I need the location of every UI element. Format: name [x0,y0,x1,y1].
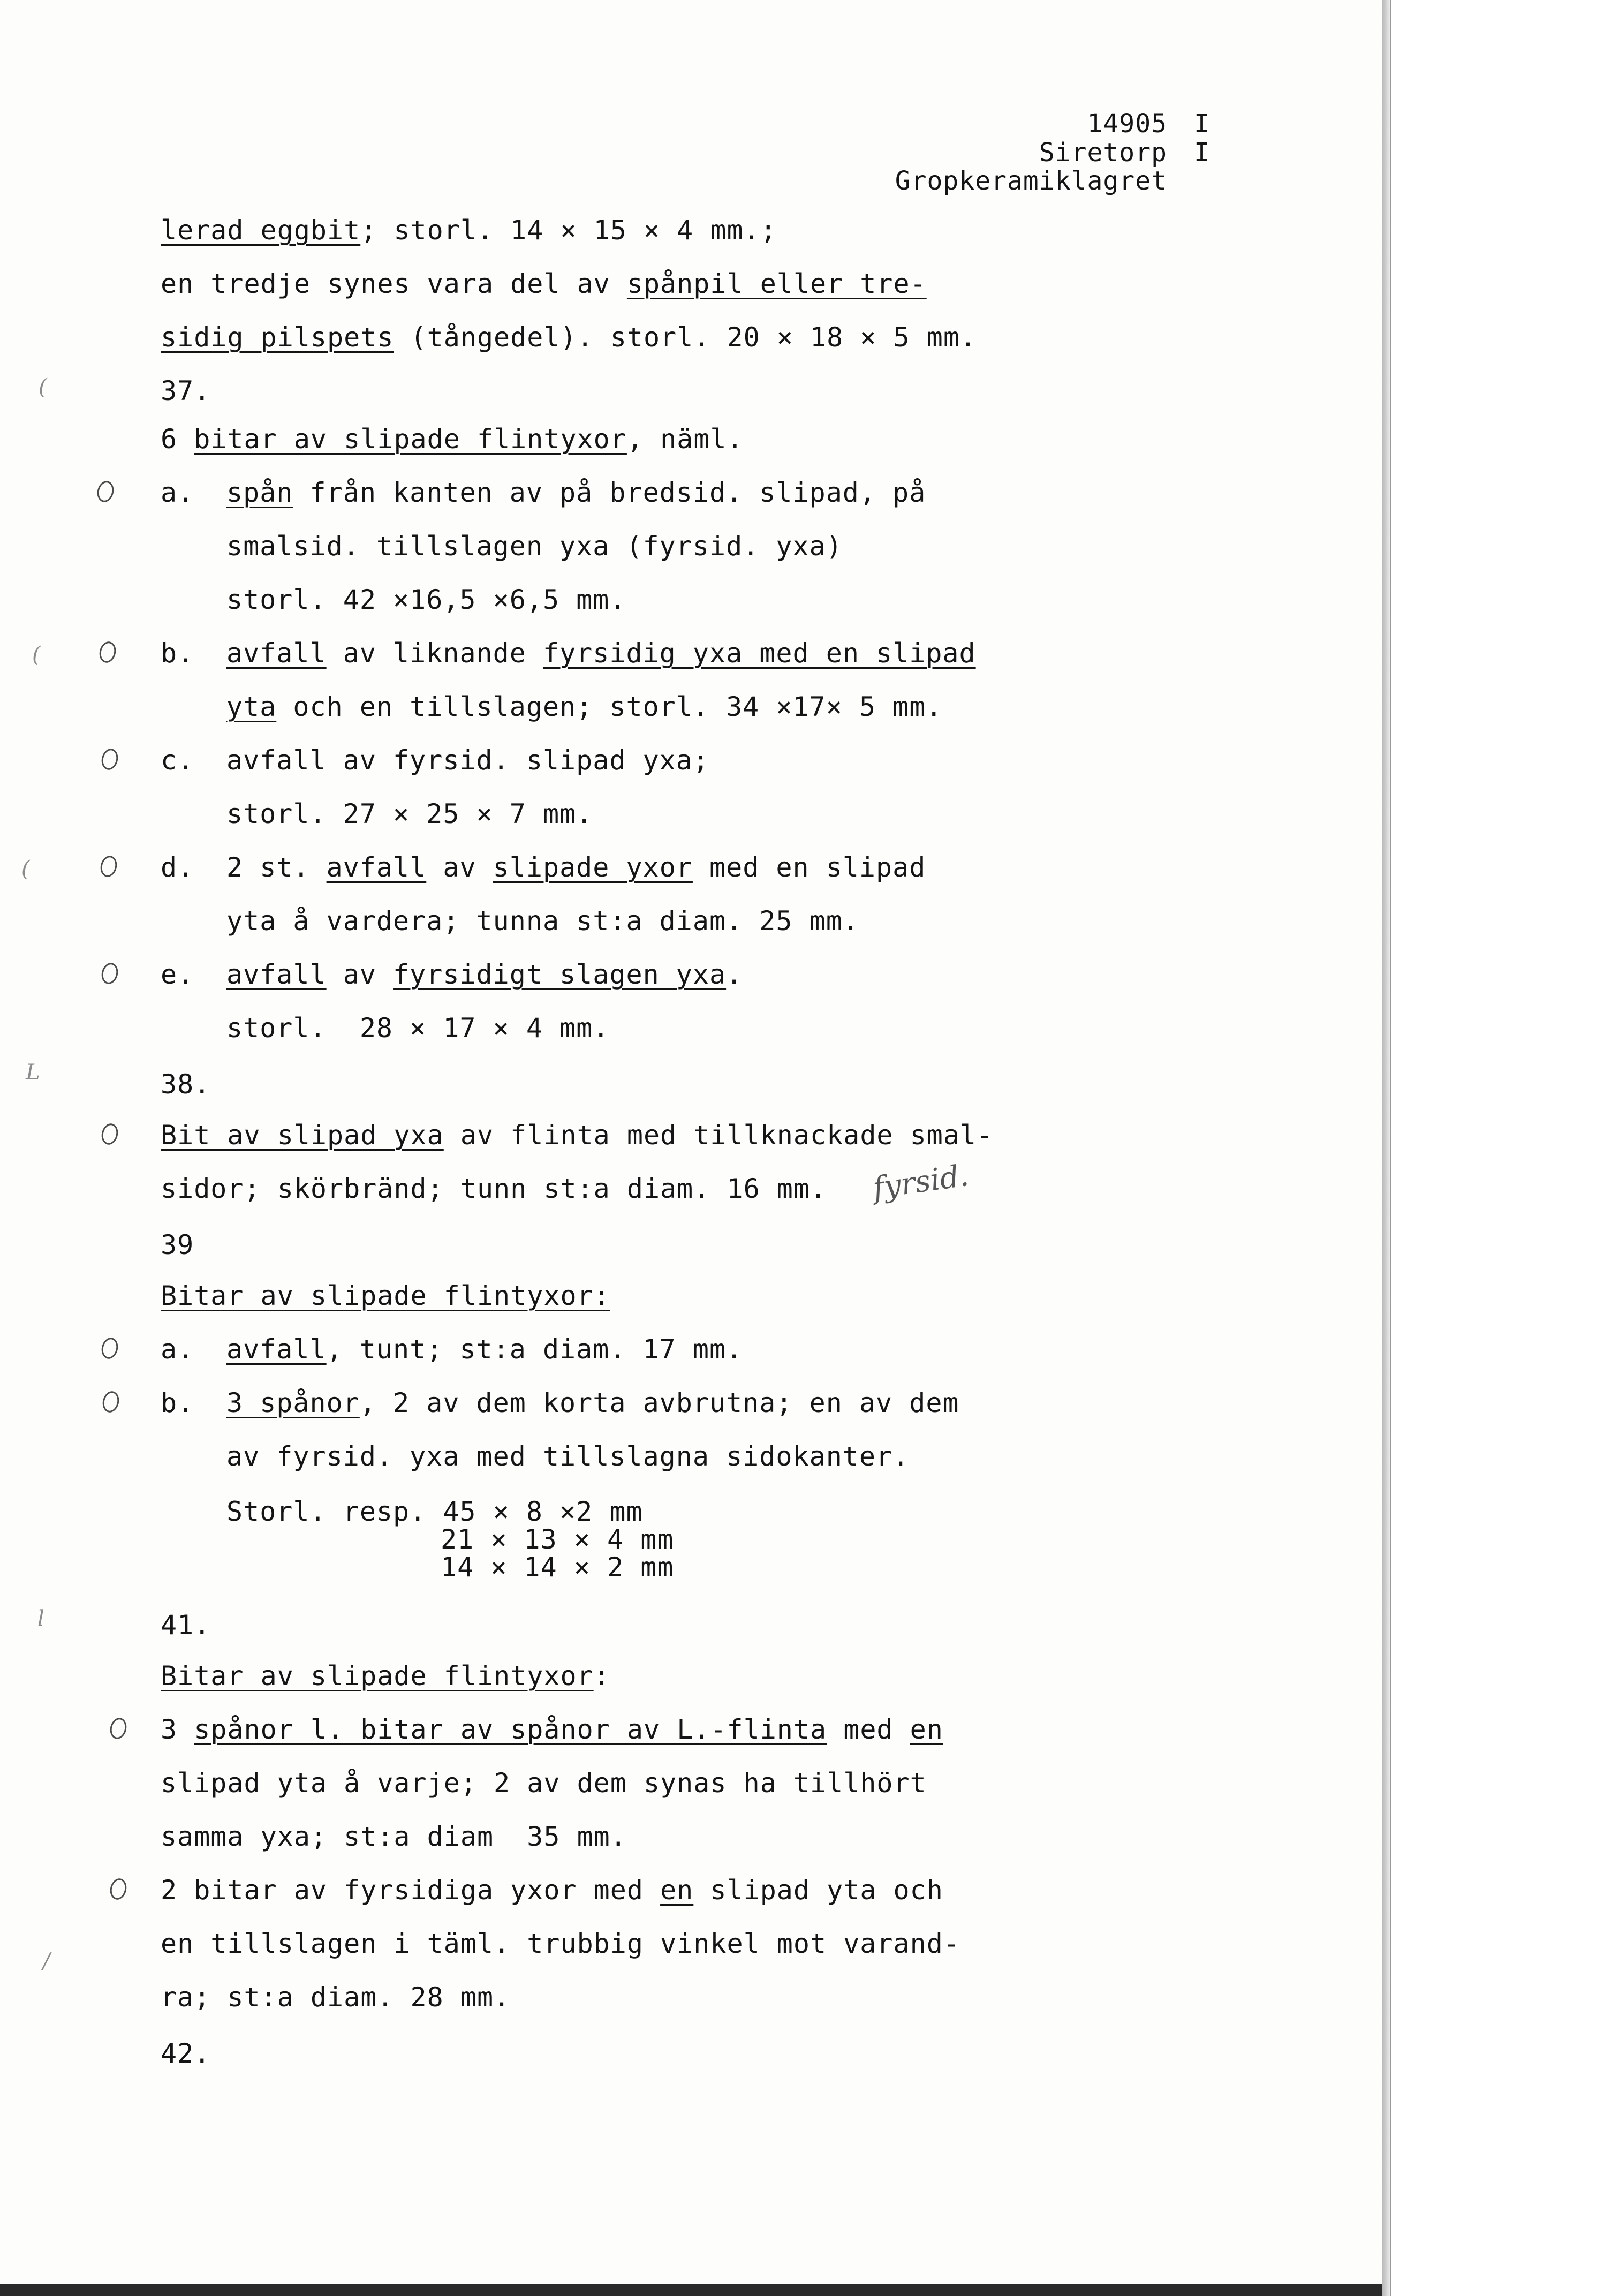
margin-circle-mark [100,1336,120,1361]
text-line: 3 spånor l. bitar av spånor av L.-flinta med en [161,1714,943,1745]
scan-background [1390,0,1619,2296]
margin-pencil-tick: ( [39,375,47,399]
text-line: yta och en tillslagen; storl. 34 ×17× 5 mm. [226,691,943,722]
margin-circle-mark [95,479,116,504]
text-line: avfall, tunt; st:a diam. 17 mm. [226,1334,743,1365]
margin-circle-mark [100,961,120,986]
item-letter: b. [161,638,194,669]
text-line: 6 bitar av slipade flintyxor, näml. [161,424,744,455]
text-line: avfall av fyrsidigt slagen yxa. [226,959,743,990]
margin-circle-mark [100,1122,120,1146]
text-line: 21 × 13 × 4 mm [441,1524,674,1555]
layer-name: Gropkeramiklagret [895,166,1167,196]
margin-pencil-tick: L [26,1060,40,1085]
text-line: avfall av fyrsid. slipad yxa; [226,745,709,776]
margin-pencil-tick: ( [21,857,30,881]
section-heading: Bitar av slipade flintyxor: [161,1280,610,1311]
margin-circle-mark [99,854,119,879]
item-letter: d. [161,852,194,883]
margin-pencil-tick: / [43,1949,50,1974]
margin-circle-mark [108,1877,129,1901]
text-line: en tredje synes vara del av spånpil eller tre- [161,268,927,299]
scan-bottom-edge [0,2284,1382,2296]
text-line: storl. 27 × 25 × 7 mm. [226,798,593,829]
handwritten-note: fyrsid. [871,1158,971,1206]
text-line: sidig pilspets (tångedel). storl. 20 × 18 × 5 mm. [161,322,977,353]
text-line: spån från kanten av på bredsid. slipad, på [226,477,926,508]
margin-circle-mark [108,1716,129,1741]
text-line: lerad eggbit; storl. 14 × 15 × 4 mm.; [161,215,777,246]
entry-number: 38. [161,1069,211,1100]
site-roman: I [1194,138,1210,168]
item-letter: a. [161,1334,194,1365]
entry-number: 41. [161,1610,211,1641]
text-line: avfall av liknande fyrsidig yxa med en slipad [226,638,976,669]
ref-roman: I [1194,109,1210,139]
text-line: 14 × 14 × 2 mm [441,1552,674,1583]
ref-number: 14905 [1087,109,1167,139]
text-line: samma yxa; st:a diam 35 mm. [161,1821,627,1852]
text-line: 2 bitar av fyrsidiga yxor med en slipad yta och [161,1875,943,1906]
text-line: yta å vardera; tunna st:a diam. 25 mm. [226,905,859,936]
entry-number: 39 [161,1229,194,1260]
text-line: 3 spånor, 2 av dem korta avbrutna; en av dem [226,1387,959,1418]
text-line: Bit av slipad yxa av flinta med tillknackade smal- [161,1120,994,1151]
item-letter: e. [161,959,194,990]
entry-number: 42. [161,2038,211,2069]
margin-pencil-tick: ( [32,643,41,667]
text-line: en tillslagen i täml. trubbig vinkel mot varand- [161,1928,960,1959]
text-line: ra; st:a diam. 28 mm. [161,1982,511,2013]
margin-pencil-tick: l [37,1606,44,1631]
entry-number: 37. [161,375,211,406]
page-edge-shadow [1382,0,1390,2296]
text-line: smalsid. tillslagen yxa (fyrsid. yxa) [226,531,843,562]
text-line: storl. 28 × 17 × 4 mm. [226,1013,610,1044]
text-line: slipad yta å varje; 2 av dem synas ha tillhört [161,1768,927,1799]
text-line: storl. 42 ×16,5 ×6,5 mm. [226,584,626,615]
item-letter: c. [161,745,194,776]
margin-circle-mark [101,1389,122,1414]
text-line: Storl. resp. 45 × 8 ×2 mm [226,1496,643,1527]
section-heading: Bitar av slipade flintyxor: [161,1660,610,1691]
text-line: av fyrsid. yxa med tillslagna sidokanter. [226,1441,910,1472]
margin-circle-mark [100,747,120,772]
margin-circle-mark [97,640,118,664]
text-line: sidor; skörbränd; tunn st:a diam. 16 mm. [161,1173,827,1204]
text-line: 2 st. avfall av slipade yxor med en slipad [226,852,926,883]
site-name: Siretorp [1039,138,1167,168]
item-letter: b. [161,1387,194,1418]
item-letter: a. [161,477,194,508]
